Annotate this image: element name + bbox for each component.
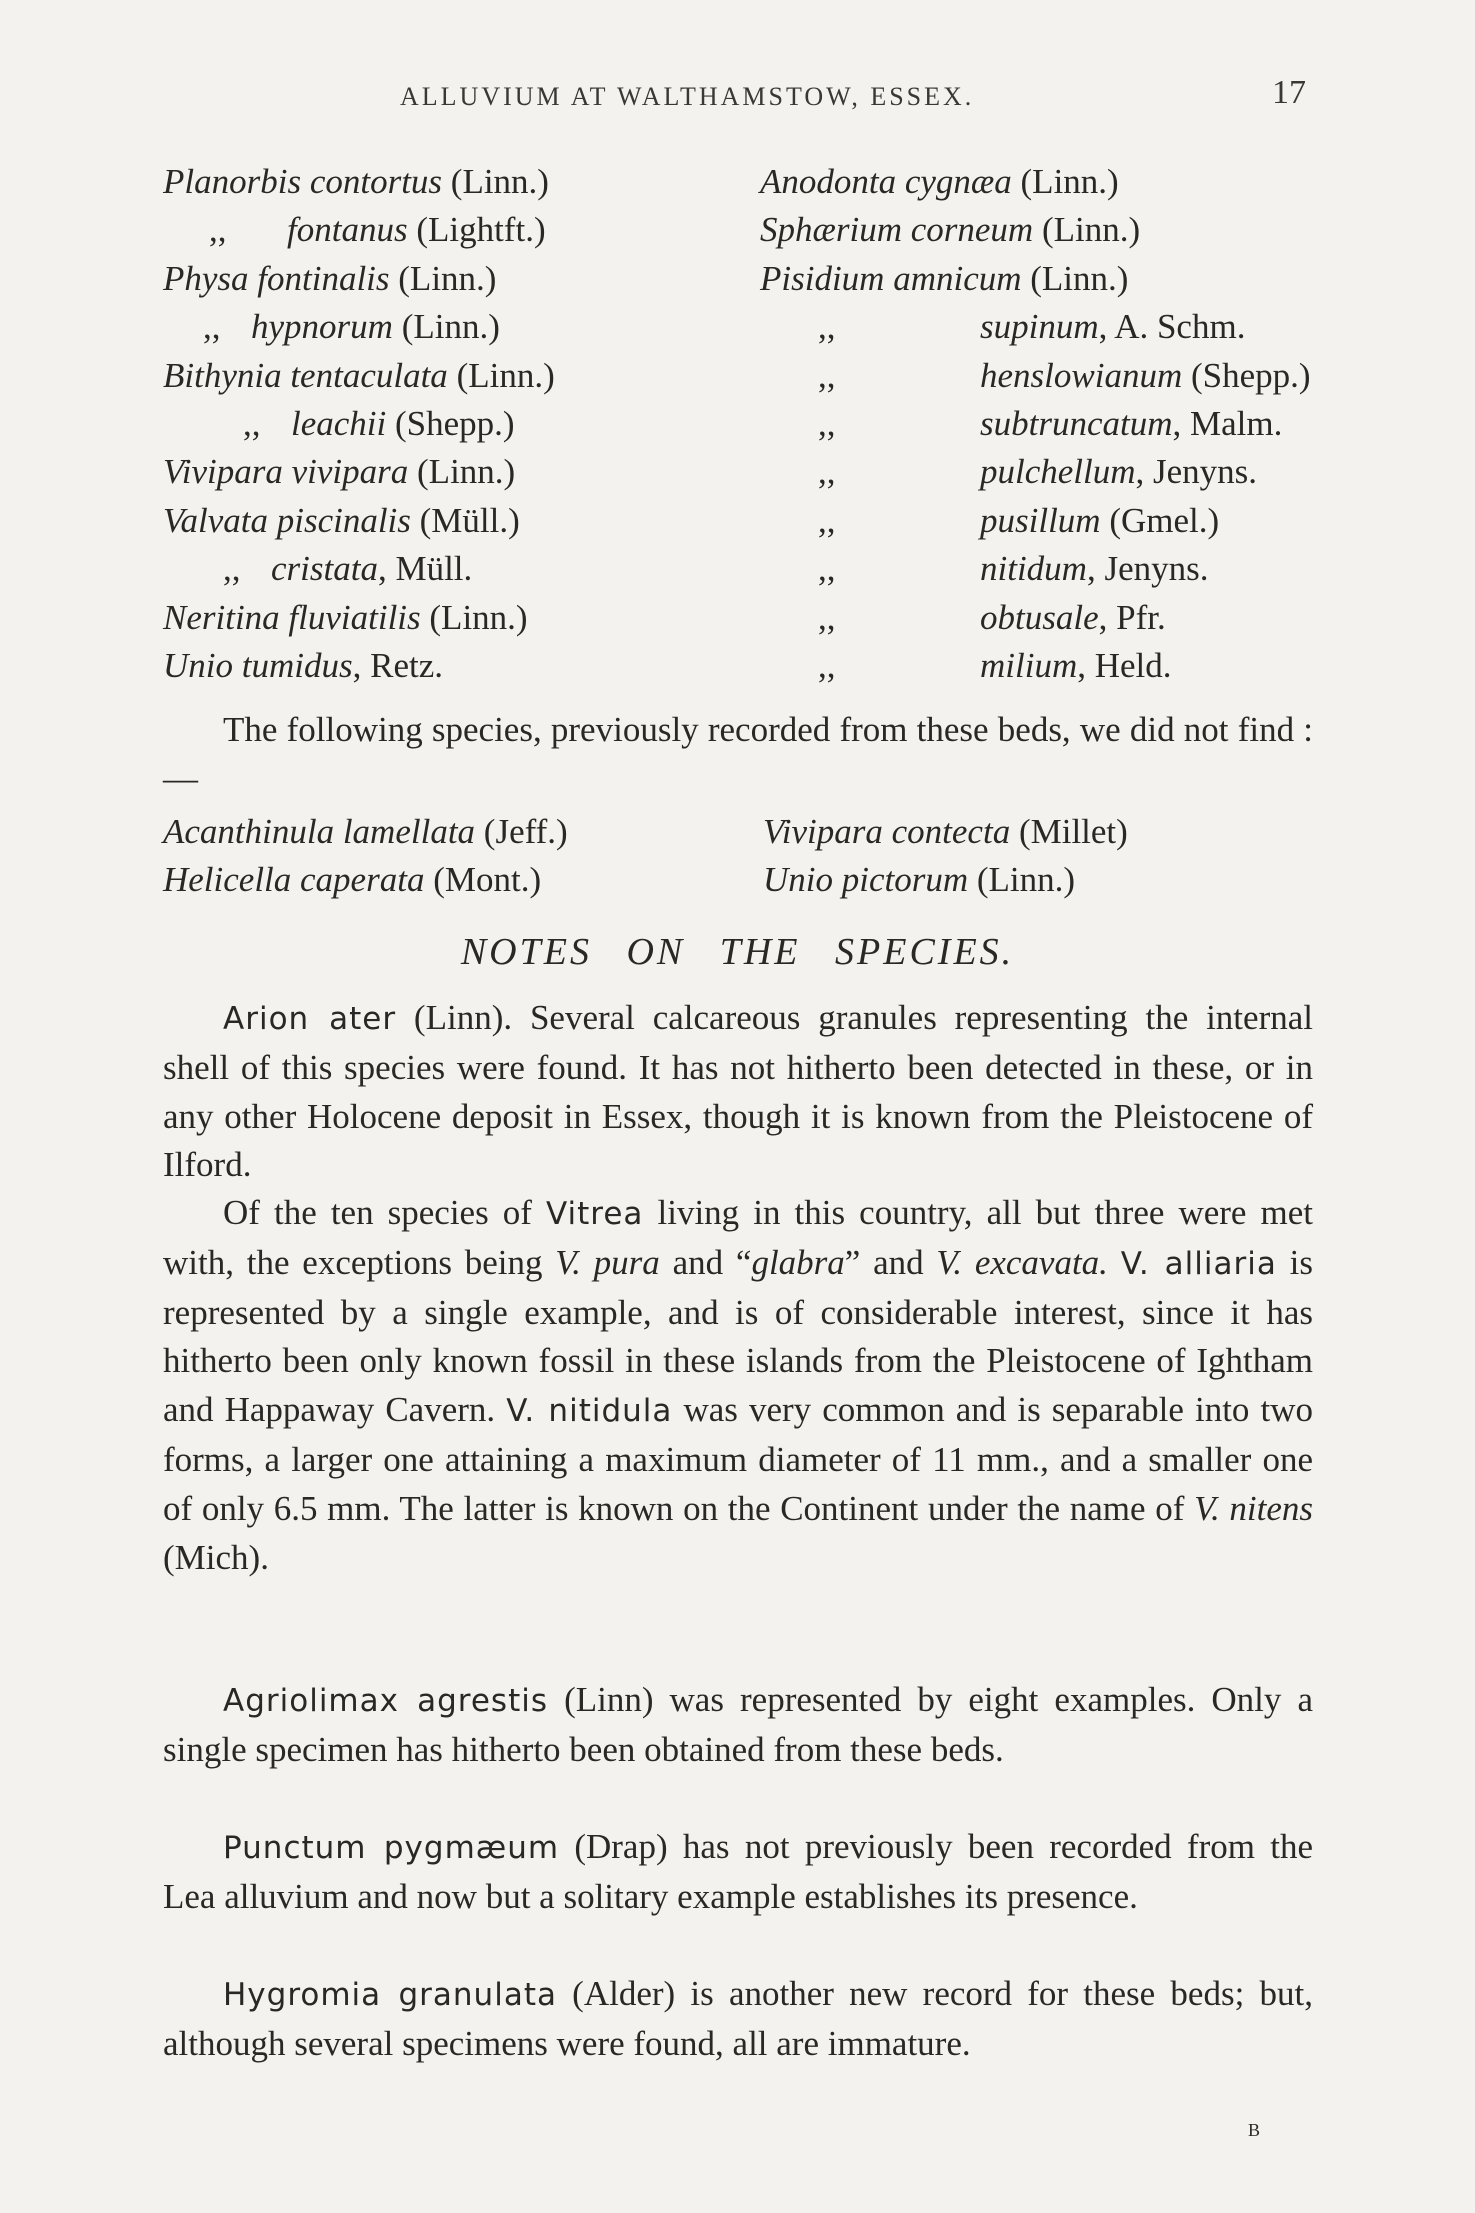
- species-name: Planorbis contortus: [163, 162, 443, 201]
- species-author: (Shepp.): [1182, 355, 1311, 395]
- species-entry: [163, 303, 555, 351]
- species-entry: [763, 808, 1128, 856]
- species-name: fontanus: [287, 210, 408, 250]
- note-text: ” and: [844, 1242, 937, 1282]
- not-found-list-right: [763, 808, 1128, 905]
- species-author: , Pfr.: [1098, 597, 1166, 637]
- note-arion: [163, 994, 1313, 1190]
- note-text: (Drap) has not previously been recorded from the Lea alluvium and now but a solitary example establishes its presence.: [163, 1827, 1313, 1916]
- species-italic: V. excavata.: [936, 1242, 1108, 1282]
- species-bold: Agriolimax agrestis: [223, 1683, 549, 1719]
- species-name: milium: [980, 645, 1078, 685]
- species-entry: [763, 856, 1128, 904]
- species-bold: Hygromia granulata: [223, 1977, 557, 2013]
- species-entry: [163, 400, 555, 448]
- species-name: Unio pictorum: [763, 860, 969, 900]
- note-vitrea: [163, 1189, 1313, 1582]
- species-entry: [163, 856, 568, 904]
- ditto-mark: ,,: [223, 549, 241, 589]
- species-author: , Jenyns.: [1086, 549, 1209, 589]
- species-bold: V. nitidula: [506, 1393, 673, 1430]
- note-text: is represented by a single example, and is of considerable interest, since it has hitherto been only known fossil in these islands from the Pleistocene of Ightham and Happaway Cavern.: [163, 1242, 1313, 1430]
- note-agriolimax: [163, 1676, 1313, 1775]
- note-text: (Mich).: [163, 1537, 269, 1577]
- species-italic: V. nitens: [1194, 1488, 1313, 1528]
- ditto-mark: ,,: [818, 549, 836, 589]
- ditto-mark: ,,: [818, 500, 836, 540]
- species-author: (Linn.): [447, 355, 555, 395]
- species-author: , A. Schm.: [1098, 307, 1246, 347]
- running-head: ALLUVIUM AT WALTHAMSTOW, ESSEX.: [400, 82, 975, 111]
- species-entry: [163, 255, 555, 303]
- species-list-right: [760, 158, 1311, 690]
- species-entry: [760, 497, 1311, 545]
- species-name: Sphærium corneum: [760, 210, 1034, 250]
- note-text: was very common and is separable into two forms, a larger one attaining a maximum diameter of 11 mm., and a smaller one of only 6.5 mm. The latter is known on the Continent under the name of: [163, 1390, 1313, 1528]
- species-author: , Held.: [1077, 645, 1172, 685]
- species-name: obtusale: [980, 597, 1099, 637]
- species-name: Valvata piscinalis: [163, 500, 411, 540]
- species-entry: [163, 545, 555, 593]
- species-bold: V. alliaria: [1120, 1245, 1277, 1282]
- species-entry: [163, 497, 555, 545]
- species-author: (Linn.): [968, 860, 1076, 900]
- species-author: (Linn.): [389, 258, 497, 298]
- species-name: subtruncatum: [980, 403, 1173, 443]
- species-italic: V. pura: [555, 1242, 660, 1282]
- ditto-mark: ,,: [203, 307, 221, 347]
- species-author: , Müll.: [377, 549, 473, 589]
- note-text: (Linn). Several calcareous granules representing the internal shell of this species were found. It has not hitherto been detected in these, or in any other Holocene deposit in Essex, though it is known from the Pleistocene of Ilford.: [163, 998, 1313, 1185]
- ditto-mark: ,,: [818, 645, 836, 685]
- species-name: Neritina fluviatilis: [163, 597, 421, 637]
- note-punctum: [163, 1823, 1313, 1922]
- species-name: Physa fontinalis: [163, 258, 390, 298]
- species-name: pulchellum: [980, 452, 1136, 492]
- species-author: (Linn.): [1011, 162, 1119, 201]
- note-text: and “: [659, 1242, 752, 1282]
- species-name: hypnorum: [251, 307, 393, 347]
- species-name: henslowianum: [980, 355, 1183, 395]
- species-name: Helicella caperata: [163, 860, 425, 900]
- species-entry: [163, 352, 555, 400]
- species-entry: [163, 448, 555, 496]
- species-italic: glabra: [751, 1242, 845, 1282]
- species-entry: [163, 642, 555, 690]
- species-name: pusillum: [980, 500, 1101, 540]
- species-entry: [760, 594, 1311, 642]
- ditto-mark: ,,: [243, 403, 261, 443]
- species-author: (Shepp.): [386, 403, 515, 443]
- section-heading: NOTES ON THE SPECIES.: [460, 931, 1015, 973]
- species-name: nitidum: [980, 549, 1087, 589]
- species-bold: Arion ater: [223, 1001, 397, 1037]
- species-entry: [760, 642, 1311, 690]
- species-entry: [760, 255, 1311, 303]
- species-entry: [163, 808, 568, 856]
- species-name: supinum: [980, 307, 1099, 347]
- species-list-left: [163, 158, 555, 690]
- species-author: (Jeff.): [475, 812, 568, 851]
- ditto-mark: ,,: [818, 452, 836, 492]
- species-entry: [760, 303, 1311, 351]
- species-entry: [163, 594, 555, 642]
- ditto-mark: ,,: [818, 403, 836, 443]
- species-name: leachii: [291, 403, 387, 443]
- signature-mark: B: [1248, 2120, 1262, 2140]
- species-name: Vivipara contecta: [763, 812, 1011, 851]
- species-author: (Lightft.): [407, 210, 546, 250]
- ditto-mark: ,,: [818, 307, 836, 347]
- species-author: , Malm.: [1172, 403, 1283, 443]
- species-author: (Linn.): [408, 452, 516, 492]
- species-name: Vivipara vivipara: [163, 452, 409, 492]
- species-author: (Linn.): [442, 162, 549, 201]
- species-entry: [760, 545, 1311, 593]
- species-entry: [760, 158, 1311, 206]
- species-name: Unio tumidus: [163, 645, 353, 685]
- ditto-mark: ,,: [818, 597, 836, 637]
- species-entry: [760, 352, 1311, 400]
- note-text: Of the ten species of: [223, 1193, 546, 1232]
- ditto-mark: ,,: [209, 210, 227, 250]
- species-author: (Müll.): [410, 500, 520, 540]
- species-name: Pisidium amnicum: [760, 258, 1022, 298]
- species-bold: Punctum pygmæum: [223, 1830, 560, 1866]
- note-text: living in this country, all but three were met with, the exceptions being: [163, 1193, 1313, 1282]
- species-author: , Retz.: [352, 645, 443, 685]
- species-name: Bithynia tentaculata: [163, 355, 448, 395]
- note-text: [1108, 1243, 1121, 1282]
- note-text: (Alder) is another new record for these beds; but, although several specimens were found, all are immature.: [163, 1974, 1313, 2063]
- species-author: (Linn.): [1021, 258, 1129, 298]
- species-author: (Linn.): [1033, 210, 1141, 250]
- species-author: (Linn.): [420, 597, 528, 637]
- species-entry: [163, 206, 555, 254]
- species-entry: [760, 448, 1311, 496]
- species-author: (Gmel.): [1100, 500, 1220, 540]
- species-author: (Linn.): [392, 307, 500, 347]
- species-entry: [760, 400, 1311, 448]
- species-author: (Mont.): [424, 860, 542, 900]
- note-text: (Linn) was represented by eight examples. Only a single specimen has hitherto been obtained from these beds.: [163, 1680, 1313, 1769]
- note-hygromia: [163, 1970, 1313, 2069]
- species-bold: Vitrea: [546, 1196, 644, 1232]
- species-author: , Jenyns.: [1135, 452, 1258, 492]
- species-entry: [163, 158, 555, 206]
- page-number: 17: [1272, 74, 1306, 111]
- species-author: (Millet): [1010, 812, 1128, 851]
- ditto-mark: ,,: [818, 355, 836, 395]
- species-name: cristata: [271, 549, 378, 589]
- species-name: Anodonta cygnæa: [760, 162, 1012, 201]
- not-found-list-left: [163, 808, 568, 905]
- intro-paragraph: The following species, previously recorded from these beds, we did not find :—: [163, 710, 1313, 798]
- species-name: Acanthinula lamellata: [163, 812, 476, 851]
- species-entry: [760, 206, 1311, 254]
